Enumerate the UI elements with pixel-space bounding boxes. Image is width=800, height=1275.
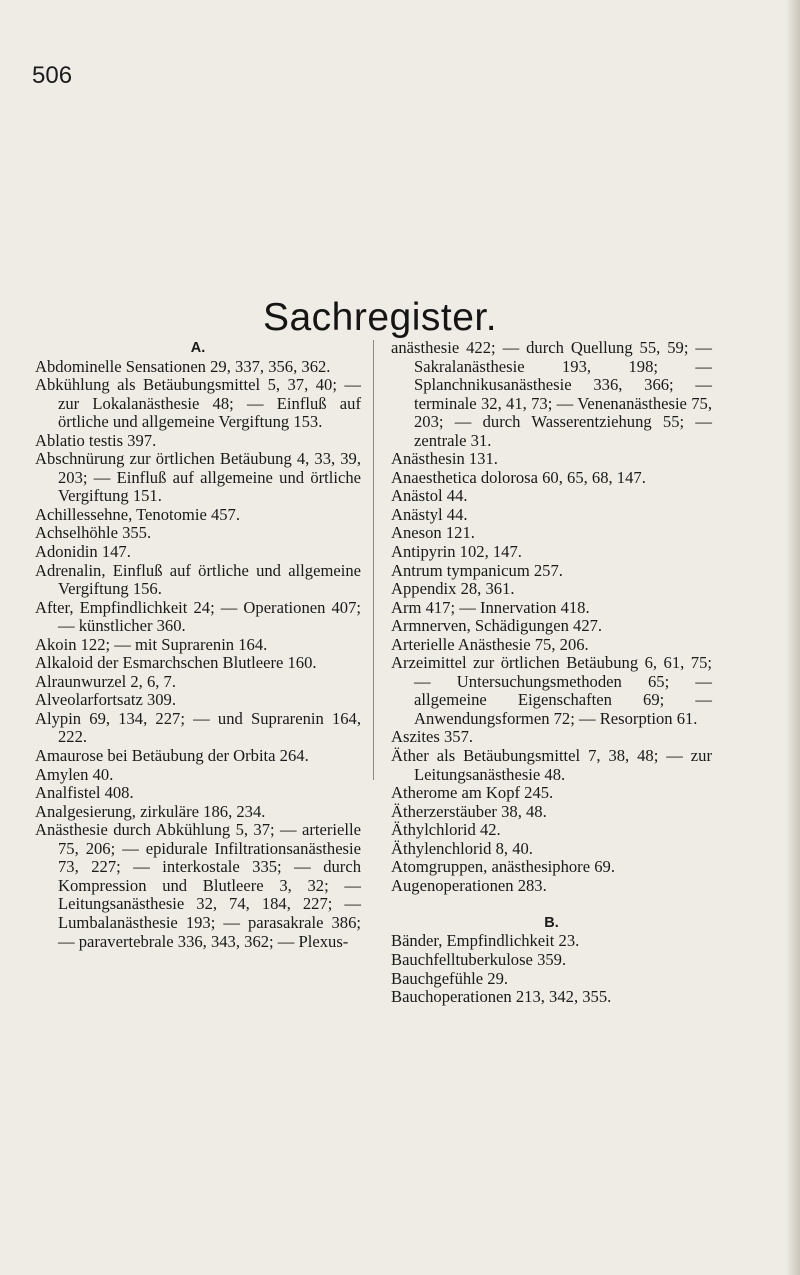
entry-list-a — [35, 358, 361, 952]
index-entry: Abdominelle Sensationen 29, 337, 356, 362. — [35, 356, 331, 376]
index-column-right — [391, 339, 712, 1007]
index-entry: Alraunwurzel 2, 6, 7. — [35, 671, 177, 691]
index-entry: Anästyl 44. — [391, 504, 468, 524]
index-entry: Äther als Betäubungsmittel 7, 38, 48; — zur Leitungsanästhesie 48. — [391, 746, 712, 784]
index-entry: Aneson 121. — [391, 523, 475, 543]
index-column-left — [35, 339, 361, 951]
index-entry: Anästhesin 131. — [391, 449, 498, 469]
entry-list-b — [391, 932, 712, 1006]
index-entry: Arzeimittel zur örtlichen Betäubung 6, 61, 75; — Untersuchungsmethoden 65; — allgemeine Eigenschaften 69; — Anwendungsformen 72; — Resorption 61. — [391, 653, 712, 728]
index-entry: Antrum tympanicum 257. — [391, 560, 563, 580]
index-entry: Äthylenchlorid 8, 40. — [391, 838, 533, 858]
index-entry: Armnerven, Schädigungen 427. — [391, 616, 603, 636]
section-heading-b: B. — [544, 914, 559, 931]
index-entry: Achillessehne, Tenotomie 457. — [35, 504, 240, 524]
index-entry: Arm 417; — Innervation 418. — [391, 597, 590, 617]
index-entry: Bänder, Empfindlichkeit 23. — [391, 931, 580, 951]
index-entry: Arterielle Anästhesie 75, 206. — [391, 634, 589, 654]
index-entry: Amylen 40. — [35, 764, 114, 784]
column-divider — [373, 340, 374, 780]
index-entry: Akoin 122; — mit Suprarenin 164. — [35, 634, 268, 654]
index-entry: Augenoperationen 283. — [391, 875, 547, 895]
index-entry: Bauchfelltuberkulose 359. — [391, 950, 567, 969]
page-edge-shadow — [786, 0, 800, 1275]
index-entry: anästhesie 422; — durch Quellung 55, 59; — Sakralanästhesie 193, 198; — Splanchnikusanästhesie 336, 366; — terminale 32, 41, 73; — Venenanästhesie 75, 203; — durch Wasserentziehung 55; — zentrale 31. — [391, 338, 712, 450]
index-entry: Atherome am Kopf 245. — [391, 783, 554, 803]
page-title: Sachregister. — [262, 296, 498, 339]
index-entry: Achselhöhle 355. — [35, 523, 152, 543]
index-entry: Abkühlung als Betäubungsmittel 5, 37, 40; — zur Lokalanästhesie 48; — Einfluß auf örtliche und allgemeine Vergiftung 153. — [35, 375, 361, 432]
index-entry: Appendix 28, 361. — [391, 579, 515, 599]
index-entry: Äthylchlorid 42. — [391, 820, 501, 840]
index-entry: Atomgruppen, anästhesiphore 69. — [391, 857, 615, 877]
index-entry: Anästol 44. — [391, 486, 468, 506]
index-entry: Bauchoperationen 213, 342, 355. — [391, 987, 612, 1007]
index-entry: Anaesthetica dolorosa 60, 65, 68, 147. — [391, 467, 646, 487]
index-entry: After, Empfindlichkeit 24; — Operationen 407; — künstlicher 360. — [35, 597, 361, 636]
section-heading-a: A. — [190, 340, 206, 356]
index-entry: Amaurose bei Betäubung der Orbita 264. — [35, 746, 309, 766]
index-entry: Alveolarfortsatz 309. — [35, 690, 176, 710]
index-entry: Adonidin 147. — [35, 542, 131, 562]
index-entry: Anästhesie durch Abkühlung 5, 37; — arterielle 75, 206; — epidurale Infiltrationsanästhesie 73, 227; — interkostale 335; — durch Kompression und Blutleere 3, 32; — Leitungsanästhesie 32, 74, 184, 227; — Lumbalanästhesie 193; — parasakrale 386; — paravertebrale 336, 343, 362; — Plexus- — [35, 820, 361, 951]
index-entry: Analgesierung, zirkuläre 186, 234. — [35, 801, 266, 821]
index-entry: Alkaloid der Esmarchschen Blutleere 160. — [35, 653, 317, 673]
index-entry: Bauchgefühle 29. — [391, 968, 509, 988]
index-entry: Alypin 69, 134, 227; — und Suprarenin 164, 222. — [35, 708, 361, 747]
index-entry: Aszites 357. — [391, 727, 474, 747]
index-entry: Ablatio testis 397. — [35, 430, 157, 450]
index-entry: Adrenalin, Einfluß auf örtliche und allgemeine Vergiftung 156. — [35, 560, 361, 599]
index-entry: Analfistel 408. — [35, 783, 134, 803]
entry-list-a-continued — [391, 339, 712, 895]
index-entry: Ätherzerstäuber 38, 48. — [391, 801, 547, 821]
index-entry: Antipyrin 102, 147. — [391, 542, 522, 562]
page-number: 506 — [32, 62, 73, 89]
index-entry: Abschnürung zur örtlichen Betäubung 4, 33, 39, 203; — Einfluß auf allgemeine und örtliche Vergiftung 151. — [35, 449, 361, 506]
